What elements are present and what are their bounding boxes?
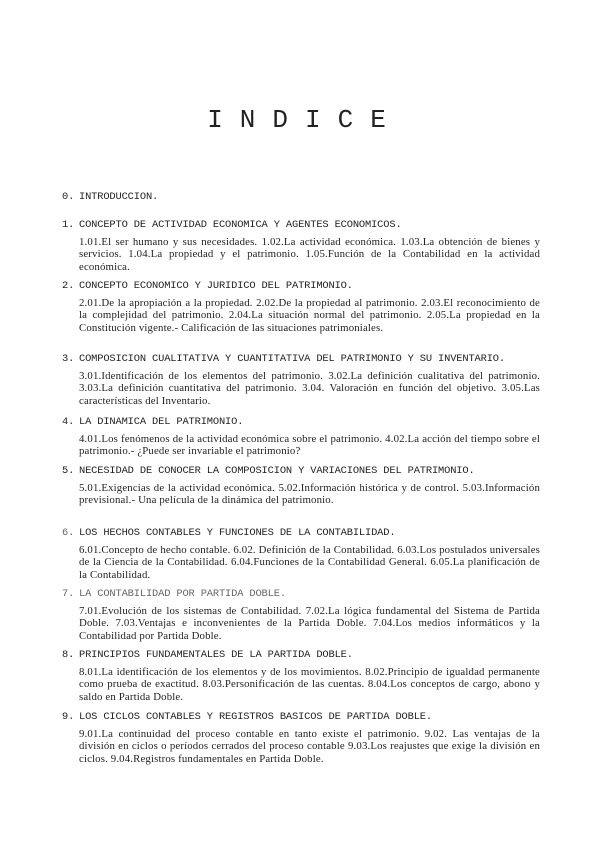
section-title: LOS CICLOS CONTABLES Y REGISTROS BASICOS DE PARTIDA DOBLE. bbox=[79, 711, 432, 723]
section-title: LOS HECHOS CONTABLES Y FUNCIONES DE LA CONTABILIDAD. bbox=[79, 527, 396, 539]
section-number: 4. bbox=[62, 416, 75, 428]
section-heading bbox=[62, 352, 540, 366]
section-title: PRINCIPIOS FUNDAMENTALES DE LA PARTIDA DOBLE. bbox=[79, 649, 353, 661]
section-heading bbox=[62, 415, 540, 429]
section-heading bbox=[62, 464, 540, 478]
section-number: 6. bbox=[62, 527, 75, 539]
section-title: INTRODUCCION. bbox=[79, 191, 159, 203]
section-heading bbox=[62, 587, 540, 601]
section-heading bbox=[62, 218, 540, 232]
section-title: CONCEPTO ECONOMICO Y JURIDICO DEL PATRIMONIO. bbox=[79, 280, 353, 292]
section-body: 2.01.De la apropiación a la propiedad. 2.02.De la propiedad al patrimonio. 2.03.El reconocimiento de la complejidad del patrimonio. 2.04.La situación normal del patrimonio. 2.05.La propiedad en la Constitución vigente.- Calificación de las situaciones patrimoniales. bbox=[79, 297, 540, 334]
toc-section-4 bbox=[62, 415, 540, 458]
section-number: 9. bbox=[62, 711, 75, 723]
section-body: 1.01.El ser humano y sus necesidades. 1.02.La actividad económica. 1.03.La obtención de bienes y servicios. 1.04.La propiedad y el patrimonio. 1.05.Función de la Contabilidad en la actividad económica. bbox=[79, 236, 540, 273]
section-heading bbox=[62, 648, 540, 662]
section-number: 0. bbox=[62, 191, 75, 203]
section-number: 8. bbox=[62, 649, 75, 661]
toc-section-5 bbox=[62, 464, 540, 507]
toc-section-9 bbox=[62, 710, 540, 765]
section-heading bbox=[62, 710, 540, 724]
section-title: LA DINAMICA DEL PATRIMONIO. bbox=[79, 416, 244, 428]
section-title: NECESIDAD DE CONOCER LA COMPOSICION Y VARIACIONES DEL PATRIMONIO. bbox=[79, 465, 475, 477]
toc-section-8 bbox=[62, 648, 540, 703]
section-body: 3.01.Identificación de los elementos del patrimonio. 3.02.La definición cualitativa del patrimonio. 3.03.La definición cuantitativa del patrimonio. 3.04. Valoración en función del objetivo. 3.05.Las características del Inventario. bbox=[79, 370, 540, 407]
section-number: 2. bbox=[62, 280, 75, 292]
toc-section-0 bbox=[62, 190, 540, 204]
section-title: LA CONTABILIDAD POR PARTIDA DOBLE. bbox=[79, 588, 286, 600]
toc-section-7 bbox=[62, 587, 540, 642]
section-number: 1. bbox=[62, 219, 75, 231]
section-body: 8.01.La identificación de los elementos y de los movimientos. 8.02.Principio de igualdad permanente como prueba de exactitud. 8.03.Personificación de las cuentas. 8.04.Los conceptos de cargo, abono y saldo en Partida Doble. bbox=[79, 666, 540, 703]
section-heading bbox=[62, 279, 540, 293]
toc-section-2 bbox=[62, 279, 540, 334]
section-heading bbox=[62, 526, 540, 540]
section-body: 5.01.Exigencias de la actividad económica. 5.02.Información histórica y de control. 5.03.Información previsional.- Una película de la dinámica del patrimonio. bbox=[79, 482, 540, 507]
section-body: 7.01.Evolución de los sistemas de Contabilidad. 7.02.La lógica fundamental del Sistema de Partida Doble. 7.03.Ventajas e inconvenientes de la Partida Doble. 7.04.Los medios informáticos y la Contabilidad por Partida Doble. bbox=[79, 605, 540, 642]
section-number: 3. bbox=[62, 353, 75, 365]
section-body: 9.01.La continuidad del proceso contable en tanto existe el patrimonio. 9.02. Las ventajas de la división en ciclos o períodos cerrados del proceso contable 9.03.Los reajustes que exige la división en ciclos. 9.04.Registros fundamentales en Partida Doble. bbox=[79, 728, 540, 765]
toc-section-3 bbox=[62, 352, 540, 407]
section-title: COMPOSICION CUALITATIVA Y CUANTITATIVA DEL PATRIMONIO Y SU INVENTARIO. bbox=[79, 353, 505, 365]
toc-section-6 bbox=[62, 526, 540, 581]
section-body: 6.01.Concepto de hecho contable. 6.02. Definición de la Contabilidad. 6.03.Los postulados universales de la Ciencia de la Contabilidad. 6.04.Funciones de la Contabilidad General. 6.05.La planificación de la Contabilidad. bbox=[79, 544, 540, 581]
section-heading bbox=[62, 190, 540, 204]
section-title: CONCEPTO DE ACTIVIDAD ECONOMICA Y AGENTES ECONOMICOS. bbox=[79, 219, 402, 231]
section-number: 5. bbox=[62, 465, 75, 477]
page-title: INDICE bbox=[207, 105, 403, 135]
section-number: 7. bbox=[62, 588, 75, 600]
section-body: 4.01.Los fenómenos de la actividad económica sobre el patrimonio. 4.02.La acción del tiempo sobre el patrimonio.- ¿Puede ser invariable el patrimonio? bbox=[79, 433, 540, 458]
toc-section-1 bbox=[62, 218, 540, 273]
